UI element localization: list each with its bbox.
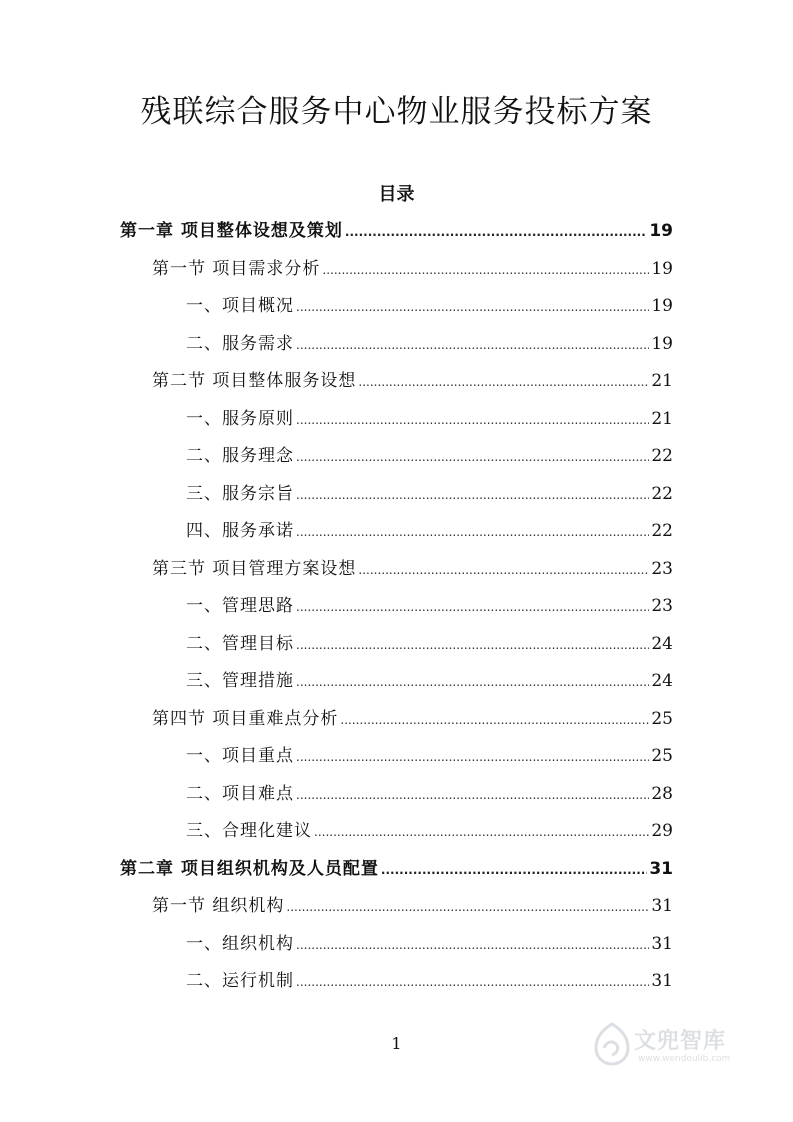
toc-dot-leader (296, 932, 649, 958)
toc-entry-label: 第一节 项目需求分析 (152, 258, 321, 279)
watermark-brand: 文兜智库 (634, 1029, 727, 1054)
toc-entry-page: 28 (651, 783, 673, 804)
toc-entry-page: 24 (651, 671, 673, 691)
toc-entry-page: 22 (651, 483, 673, 504)
toc-entry-label: 一、管理思路 (186, 596, 294, 616)
toc-entry-page: 23 (651, 596, 673, 616)
toc-dot-leader (340, 707, 649, 733)
toc-dot-leader (296, 969, 649, 995)
toc-entry-page: 21 (651, 371, 673, 391)
toc-entry-page: 22 (651, 446, 673, 466)
toc-entry-label: 一、组织机构 (186, 933, 294, 954)
toc-dot-leader (296, 332, 649, 358)
toc-entry[interactable] (120, 218, 673, 244)
toc-entry-label: 第三节 项目管理方案设想 (152, 558, 357, 579)
toc-entry-label: 三、服务宗旨 (186, 483, 294, 504)
toc-entry-page: 25 (651, 746, 673, 766)
toc-entry[interactable] (152, 893, 673, 919)
toc-entry-label: 第四节 项目重难点分析 (152, 708, 339, 729)
toc-entry-label: 二、项目难点 (186, 783, 294, 804)
toc-dot-leader (296, 669, 649, 695)
toc-entry-label: 二、服务理念 (186, 446, 294, 466)
toc-entry-page: 24 (651, 633, 673, 654)
toc-entry-page: 29 (651, 821, 673, 841)
toc-entry[interactable] (186, 743, 673, 769)
toc-dot-leader (296, 744, 649, 770)
toc-entry-label: 二、运行机制 (186, 971, 294, 991)
toc-entry[interactable] (186, 518, 673, 544)
toc-entry-label: 一、服务原则 (186, 408, 294, 429)
toc-entry-page: 31 (649, 858, 673, 879)
toc-entry[interactable] (186, 818, 673, 844)
toc-entry[interactable] (152, 256, 673, 282)
toc-entry-page: 19 (651, 333, 673, 354)
page-number: 1 (391, 1034, 402, 1053)
toc-dot-leader (322, 257, 649, 283)
toc-entry[interactable] (186, 631, 673, 657)
watermark-url: www.wendoulib.com (638, 1054, 731, 1064)
toc-dot-leader (296, 407, 649, 433)
toc-dot-leader (358, 369, 649, 395)
toc-entry[interactable] (186, 293, 673, 319)
toc-entry-page: 31 (651, 933, 673, 954)
toc-entry[interactable] (120, 856, 673, 882)
toc-entry[interactable] (186, 931, 673, 957)
toc-entry-page: 22 (651, 521, 673, 541)
toc-dot-leader (358, 557, 649, 583)
toc-dot-leader (296, 594, 649, 620)
toc-entry-page: 19 (649, 221, 673, 241)
toc-entry-page: 21 (651, 408, 673, 429)
toc-entry[interactable] (186, 593, 673, 619)
toc-entry[interactable] (186, 668, 673, 694)
toc-entry-label: 第二节 项目整体服务设想 (152, 371, 357, 391)
toc-entry-page: 25 (651, 708, 673, 729)
toc-dot-leader (314, 819, 649, 845)
toc-entry-page: 31 (651, 971, 673, 991)
toc-entry[interactable] (186, 406, 673, 432)
toc-entry-label: 四、服务承诺 (186, 521, 294, 541)
toc-entry-label: 一、项目概况 (186, 296, 294, 316)
toc-entry[interactable] (186, 481, 673, 507)
toc-entry-page: 19 (651, 258, 673, 279)
toc-entry-page: 23 (651, 558, 673, 579)
toc-dot-leader (381, 857, 647, 883)
toc-entry[interactable] (186, 443, 673, 469)
toc-dot-leader (296, 782, 649, 808)
toc-heading: 目录 (378, 184, 415, 205)
document-title: 残联综合服务中心物业服务投标方案 (140, 94, 653, 130)
toc-entry-label: 第二章 项目组织机构及人员配置 (120, 858, 379, 879)
toc-entry-label: 三、管理措施 (186, 671, 294, 691)
toc-entry-label: 第一章 项目整体设想及策划 (120, 221, 343, 241)
toc-dot-leader (296, 294, 649, 320)
toc-dot-leader (296, 632, 649, 658)
toc-dot-leader (286, 894, 649, 920)
toc-entry[interactable] (152, 368, 673, 394)
toc-entry[interactable] (152, 706, 673, 732)
toc-entry-page: 31 (651, 896, 673, 916)
toc-entry[interactable] (186, 331, 673, 357)
toc-dot-leader (345, 219, 647, 245)
toc-entry-label: 第一节 组织机构 (152, 896, 285, 916)
toc-entry[interactable] (152, 556, 673, 582)
toc-entry[interactable] (186, 968, 673, 994)
toc-dot-leader (296, 519, 649, 545)
toc-entry-label: 一、项目重点 (186, 746, 294, 766)
toc-entry-label: 二、服务需求 (186, 333, 294, 354)
toc-dot-leader (296, 482, 649, 508)
toc-dot-leader (296, 444, 649, 470)
toc-entry-label: 二、管理目标 (186, 633, 294, 654)
toc-entry-page: 19 (651, 296, 673, 316)
toc-entry-label: 三、合理化建议 (186, 821, 312, 841)
toc-entry[interactable] (186, 781, 673, 807)
